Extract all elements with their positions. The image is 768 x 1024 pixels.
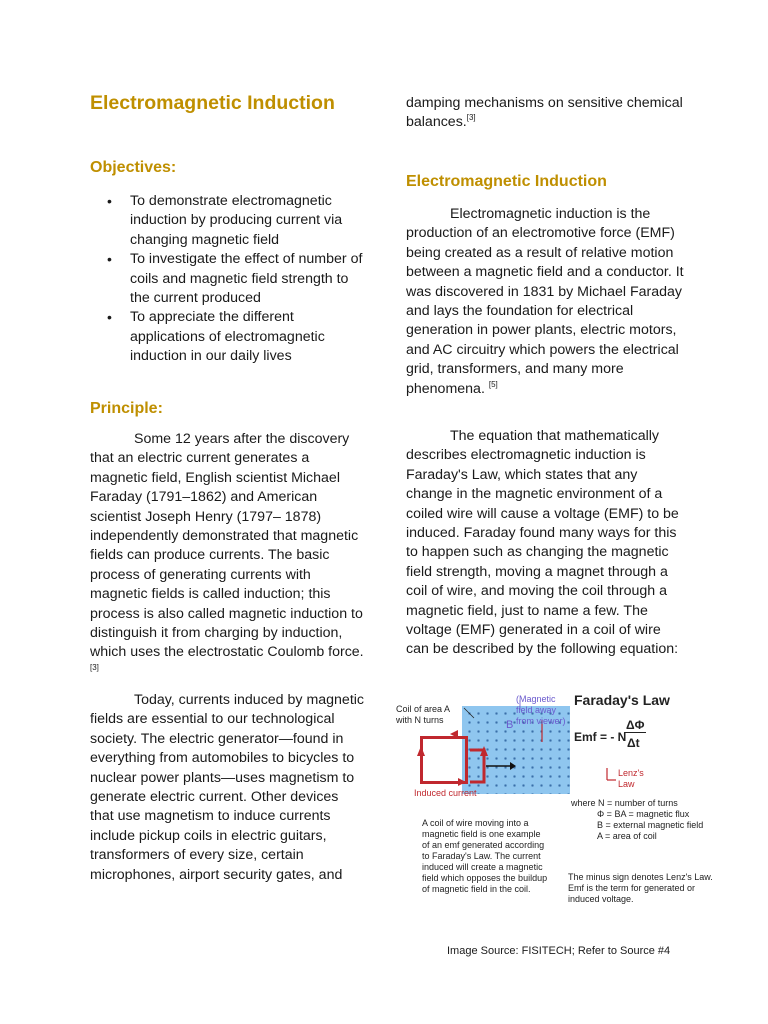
law-title: Faraday's Law: [574, 692, 670, 708]
citation: [5]: [488, 379, 498, 389]
caption-line: of an emf generated according: [422, 840, 545, 850]
list-item: • To demonstrate electromagnetic induction by producing current via changing magnetic field: [90, 192, 365, 250]
coil-label: [396, 704, 450, 726]
faradays-law-figure: [396, 688, 713, 928]
caption-line: A coil of wire moving into a: [422, 818, 529, 828]
caption-line: of magnetic field in the coil.: [422, 884, 531, 894]
note-line: Emf is the term for generated or: [568, 883, 696, 893]
variable-definitions: [571, 798, 703, 842]
label-line: (Magnetic: [516, 694, 556, 704]
paragraph-text: damping mechanisms on sensitive chemical balances.: [406, 95, 683, 131]
emf-formula: Emf = - N: [574, 730, 627, 744]
document-title: Electromagnetic Induction: [90, 92, 335, 114]
paragraph-text: Electromagnetic induction is the production of an electromotive force (EMF) being created as a result of relative motion between a magnetic field and a conductor. It was discovered in 1831 by Michael Faraday and lays the foundation for electrical generation in power plants, electric motors, and AC circuitry which powers the electrical grid, transformers, and many more phenomena.: [406, 206, 684, 397]
figure-caption: [422, 818, 547, 895]
em-paragraph-2: The equation that mathematically describes electromagnetic induction is Faraday's Law, which states that any change in the magnetic environment of a coiled wire will cause a voltage (EMF) to be induced. Faraday found many ways for this to happen such as changing the magnetic field strength, moving a magnet through a coil of wire, and moving the coil through a magnetic field, just to name a few. The voltage (EMF) generated in a coil of wire can be described by the following equation:: [406, 428, 679, 658]
principle-paragraph-2: Today, currents induced by magnetic fields are essential to our technological society. The electric generator—found in everything from automobiles to bicycles to nuclear power plants—uses magnetism to generate electric current. Other devices that use magnetism to induce currents include pickup coils in electric guitars, transformers of every size, certain microphones, airport security gates, and: [90, 692, 365, 883]
caption-line: field which opposes the buildup: [422, 873, 548, 883]
definition: where N = number of turns: [571, 798, 678, 808]
definition: Φ = BA = magnetic flux: [597, 809, 690, 819]
delta-t: Δt: [627, 736, 640, 750]
lenz-note: [568, 872, 713, 905]
objectives-list: [90, 192, 365, 367]
delta-phi: ΔΦ: [626, 718, 645, 732]
label-line: from viewer): [516, 716, 566, 726]
image-source-credit: Image Source: FISITECH; Refer to Source #4: [447, 945, 671, 957]
b-label: B: [506, 719, 514, 731]
label-line: Coil of area A: [396, 704, 451, 714]
em-paragraph-1: [406, 205, 684, 399]
principle-paragraph-1: [90, 430, 365, 682]
principle-paragraph-2-continued: [406, 94, 684, 133]
list-item: • To investigate the effect of number of coils and magnetic field strength to the current produced: [90, 250, 365, 308]
caption-line: magnetic field is one example: [422, 829, 541, 839]
note-line: The minus sign denotes Lenz's Law.: [568, 872, 713, 882]
definition: A = area of coil: [597, 831, 657, 841]
label-line: Lenz's: [618, 768, 644, 778]
induced-current-label: Induced current: [414, 788, 477, 798]
definition: B = external magnetic field: [597, 820, 704, 830]
caption-line: induced will create a magnetic: [422, 862, 543, 872]
citation: [3]: [90, 662, 99, 672]
lenz-label: [618, 768, 644, 790]
list-item: • To appreciate the different applications of electromagnetic induction in our daily lives: [90, 308, 365, 366]
label-line: field away: [516, 705, 557, 715]
caption-line: to Faraday's Law. The current: [422, 851, 541, 861]
label-line: Law: [618, 779, 635, 789]
field-label: [516, 694, 566, 727]
citation: [3]: [466, 113, 476, 123]
objectives-heading: Objectives:: [90, 159, 177, 176]
note-line: induced voltage.: [568, 894, 634, 904]
paragraph-text: Some 12 years after the discovery that an electric current generates a magnetic field, English scientist Michael Faraday (1791–1862) and American scientist Joseph Henry (1797– 1878) independently demonstrated that magnetic fields can produce currents. The basic process of generating currents with magnetic fields is called induction; this process is also called magnetic induction to distinguish it from charging by induction, which uses the electrostatic Coulomb force.: [90, 431, 364, 661]
label-line: with N turns: [396, 715, 444, 725]
em-induction-heading: Electromagnetic Induction: [406, 173, 607, 190]
principle-heading: Principle:: [90, 400, 163, 417]
